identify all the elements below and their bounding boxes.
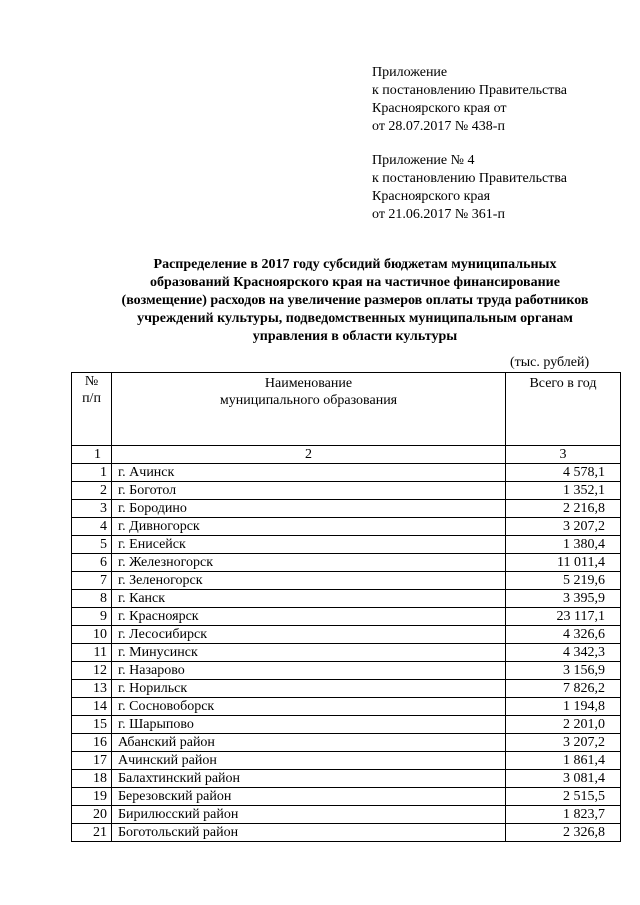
row-name-cell: г. Минусинск <box>112 644 506 662</box>
row-number-cell: 10 <box>72 626 112 644</box>
row-total-cell: 3 395,9 <box>506 590 621 608</box>
row-total-cell: 4 326,6 <box>506 626 621 644</box>
header-total-label: Всего в год <box>529 376 597 391</box>
row-name-cell: Абанский район <box>112 734 506 752</box>
row-number-cell: 6 <box>72 554 112 572</box>
row-name-cell: г. Лесосибирск <box>112 626 506 644</box>
appendix-note-current <box>372 64 567 136</box>
header-total-cell <box>506 373 621 446</box>
header-name-label: муниципального образования <box>219 393 398 408</box>
appendix-line: Приложение <box>372 65 448 80</box>
row-number-cell: 19 <box>72 788 112 806</box>
row-number-cell: 18 <box>72 770 112 788</box>
row-name-cell: г. Зеленогорск <box>112 572 506 590</box>
table-row <box>72 590 621 608</box>
row-number-cell: 12 <box>72 662 112 680</box>
row-total-cell: 4 578,1 <box>506 464 621 482</box>
row-name-cell: г. Дивногорск <box>112 518 506 536</box>
row-number-cell: 15 <box>72 716 112 734</box>
row-total-cell: 2 216,8 <box>506 500 621 518</box>
subsidy-table <box>71 372 621 842</box>
header-name-cell <box>112 373 506 446</box>
row-name-cell: Березовский район <box>112 788 506 806</box>
row-total-cell: 7 826,2 <box>506 680 621 698</box>
header-name-label: Наименование <box>264 376 353 391</box>
row-name-cell: г. Железногорск <box>112 554 506 572</box>
table-row <box>72 536 621 554</box>
appendix-line: Красноярского края <box>372 189 491 204</box>
row-number-cell: 20 <box>72 806 112 824</box>
table-row <box>72 734 621 752</box>
header-number-label: п/п <box>82 391 101 406</box>
row-name-cell: г. Бородино <box>112 500 506 518</box>
row-number-cell: 16 <box>72 734 112 752</box>
units-label: (тыс. рублей) <box>510 355 590 370</box>
table-row <box>72 500 621 518</box>
row-number-cell: 13 <box>72 680 112 698</box>
table-row <box>72 626 621 644</box>
table-row <box>72 662 621 680</box>
table-row <box>72 752 621 770</box>
index-cell: 2 <box>112 446 506 464</box>
row-name-cell: Бирилюсский район <box>112 806 506 824</box>
row-total-cell: 11 011,4 <box>506 554 621 572</box>
title-line: образований Красноярского края на частичное финансирование <box>150 275 560 290</box>
row-total-cell: 1 352,1 <box>506 482 621 500</box>
row-total-cell: 23 117,1 <box>506 608 621 626</box>
table-row <box>72 716 621 734</box>
row-name-cell: г. Шарыпово <box>112 716 506 734</box>
title-line: Распределение в 2017 году субсидий бюджетам муниципальных <box>153 257 557 272</box>
header-number-cell <box>72 373 112 446</box>
appendix-line: к постановлению Правительства <box>372 171 568 186</box>
appendix-line: от 28.07.2017 № 438-п <box>372 119 505 134</box>
appendix-line: Приложение № 4 <box>372 153 475 168</box>
row-number-cell: 3 <box>72 500 112 518</box>
row-name-cell: Балахтинский район <box>112 770 506 788</box>
row-total-cell: 1 380,4 <box>506 536 621 554</box>
table-row <box>72 824 621 842</box>
row-name-cell: г. Норильск <box>112 680 506 698</box>
document-title <box>60 256 640 346</box>
row-number-cell: 5 <box>72 536 112 554</box>
row-name-cell: г. Ачинск <box>112 464 506 482</box>
row-name-cell: Боготольский район <box>112 824 506 842</box>
appendix-note-original <box>372 152 567 224</box>
title-line: учреждений культуры, подведомственных муниципальным органам <box>137 311 573 326</box>
row-total-cell: 1 861,4 <box>506 752 621 770</box>
table-row <box>72 572 621 590</box>
row-total-cell: 2 326,8 <box>506 824 621 842</box>
row-name-cell: Ачинский район <box>112 752 506 770</box>
row-number-cell: 21 <box>72 824 112 842</box>
row-name-cell: г. Боготол <box>112 482 506 500</box>
table-row <box>72 482 621 500</box>
appendix-line: от 21.06.2017 № 361-п <box>372 207 505 222</box>
appendix-line: к постановлению Правительства <box>372 83 568 98</box>
row-total-cell: 3 207,2 <box>506 734 621 752</box>
row-number-cell: 9 <box>72 608 112 626</box>
row-number-cell: 7 <box>72 572 112 590</box>
row-name-cell: г. Енисейск <box>112 536 506 554</box>
table-row <box>72 464 621 482</box>
table-row <box>72 698 621 716</box>
row-name-cell: г. Красноярск <box>112 608 506 626</box>
table-body <box>72 373 621 842</box>
row-total-cell: 1 823,7 <box>506 806 621 824</box>
appendix-line: Красноярского края от <box>372 101 507 116</box>
table-row <box>72 680 621 698</box>
row-total-cell: 3 156,9 <box>506 662 621 680</box>
index-cell: 1 <box>72 446 112 464</box>
index-cell: 3 <box>506 446 621 464</box>
row-total-cell: 1 194,8 <box>506 698 621 716</box>
table-row <box>72 554 621 572</box>
row-total-cell: 3 081,4 <box>506 770 621 788</box>
title-line: управления в области культуры <box>252 329 458 344</box>
table-header-row <box>72 373 621 446</box>
table-row <box>72 644 621 662</box>
row-number-cell: 1 <box>72 464 112 482</box>
table-row <box>72 770 621 788</box>
row-total-cell: 3 207,2 <box>506 518 621 536</box>
row-number-cell: 14 <box>72 698 112 716</box>
row-number-cell: 4 <box>72 518 112 536</box>
row-name-cell: г. Назарово <box>112 662 506 680</box>
row-name-cell: г. Канск <box>112 590 506 608</box>
row-number-cell: 8 <box>72 590 112 608</box>
row-name-cell: г. Сосновоборск <box>112 698 506 716</box>
table-row <box>72 518 621 536</box>
table-row <box>72 806 621 824</box>
row-total-cell: 5 219,6 <box>506 572 621 590</box>
table-row <box>72 608 621 626</box>
table-row <box>72 788 621 806</box>
row-total-cell: 4 342,3 <box>506 644 621 662</box>
row-number-cell: 11 <box>72 644 112 662</box>
title-line: (возмещение) расходов на увеличение размеров оплаты труда работников <box>121 293 589 308</box>
row-number-cell: 2 <box>72 482 112 500</box>
row-total-cell: 2 201,0 <box>506 716 621 734</box>
row-total-cell: 2 515,5 <box>506 788 621 806</box>
header-number-label: № <box>84 374 99 389</box>
column-index-row <box>72 446 621 464</box>
row-number-cell: 17 <box>72 752 112 770</box>
